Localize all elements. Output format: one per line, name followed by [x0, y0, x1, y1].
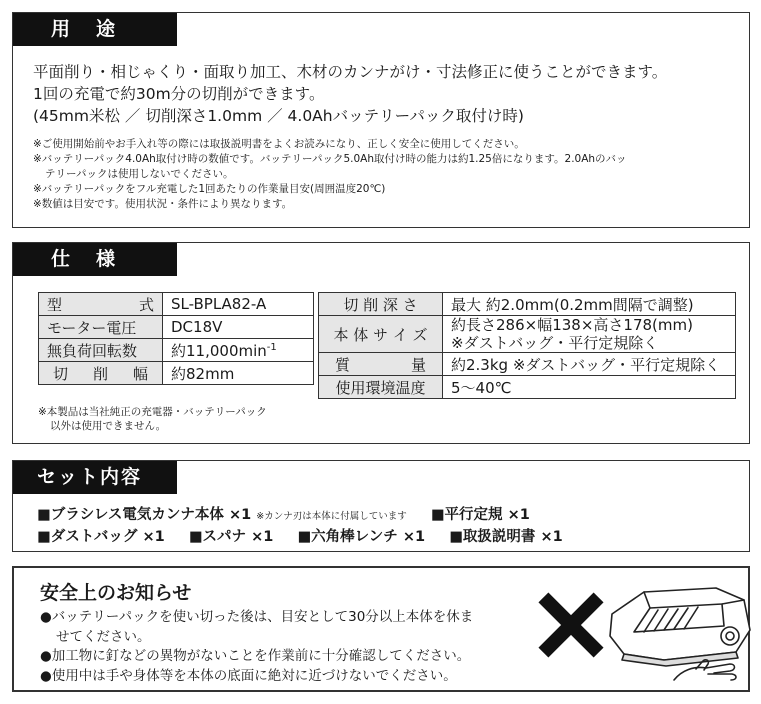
usage-note: テリーパックは使用しないでください。 — [45, 168, 234, 180]
set-line-2 — [37, 525, 563, 546]
table-row — [39, 339, 314, 362]
spec-label: 型 式 — [39, 293, 163, 316]
safety-item: ●加工物に釘などの異物がないことを作業前に十分確認してください。 — [40, 648, 471, 664]
spec-label: 切 削 幅 — [39, 362, 163, 385]
spec-value: DC18V — [163, 316, 314, 339]
spec-label: モーター電圧 — [39, 316, 163, 339]
set-contents-section — [12, 460, 750, 552]
safety-item: ●使用中は手や身体等を本体の底面に絶対に近づけないでください。 — [40, 667, 457, 684]
usage-note: ※バッテリーパックをフル充電した1回あたりの作業量目安(周囲温度20℃) — [33, 183, 386, 195]
spec-value: 最大 約2.0mm(0.2mm間隔で調整) — [443, 293, 736, 316]
set-item: ■六角棒レンチ ×1 — [297, 529, 426, 545]
spec-label: 使用環境温度 — [319, 376, 443, 399]
usage-section — [12, 12, 750, 228]
usage-line: 1回の充電で約30m分の切削ができます。 — [33, 85, 325, 103]
usage-notes — [33, 137, 733, 212]
set-line-1 — [37, 503, 530, 524]
planer-hand-illustration — [604, 574, 754, 682]
usage-line: (45mm米松 ／ 切削深さ1.0mm ／ 4.0Ahバッテリーパック取付け時) — [33, 107, 524, 125]
spec-value: 約長さ286×幅138×高さ178(mm) ※ダストバッグ・平行定規除く — [443, 316, 736, 353]
usage-description — [33, 61, 667, 127]
usage-note: ※ご使用開始前やお手入れ等の際には取扱説明書をよくお読みになり、正しく安全に使用してください。 — [33, 138, 525, 150]
prohibition-cross-icon — [536, 590, 606, 660]
table-row — [319, 316, 736, 353]
spec-section — [12, 242, 750, 444]
table-row — [39, 316, 314, 339]
set-item: ■平行定規 ×1 — [430, 507, 530, 523]
usage-note: ※数値は目安です。使用状況・条件により異なります。 — [33, 198, 293, 210]
usage-line: 平面削り・相じゃくり・面取り加工、木材のカンナがけ・寸法修正に使うことができます。 — [33, 63, 668, 81]
safety-item: せてください。 — [56, 628, 151, 645]
safety-list — [40, 608, 540, 686]
safety-item: ●バッテリーパックを使い切った後は、目安として30分以上本体を休ま — [40, 609, 474, 625]
spec-title: 仕様 — [13, 243, 177, 276]
spec-table-left — [38, 292, 314, 385]
usage-title: 用途 — [13, 13, 177, 46]
table-row — [319, 376, 736, 399]
usage-note: ※バッテリーパック4.0Ah取付け時の数値です。バッテリーパック5.0Ah取付け時の能力は約1.25倍になります。2.0Ahのバッ — [33, 153, 627, 165]
table-row — [39, 362, 314, 385]
set-title: セット内容 — [13, 461, 177, 494]
safety-title: 安全上のお知らせ — [40, 582, 192, 604]
table-row — [319, 293, 736, 316]
spec-table-right — [318, 292, 736, 399]
spec-label: 切 削 深 さ — [319, 293, 443, 316]
set-item: ■スパナ ×1 — [188, 529, 274, 545]
spec-value: 5～40℃ — [443, 376, 736, 399]
spec-label: 質 量 — [319, 353, 443, 376]
set-item-note: ※カンナ刃は本体に付属しています — [256, 511, 407, 522]
spec-value: 約82mm — [163, 362, 314, 385]
set-item: ■取扱説明書 ×1 — [449, 529, 563, 545]
spec-value: SL-BPLA82-A — [163, 293, 314, 316]
set-item: ■ブラシレス電気カンナ本体 ×1 — [37, 507, 252, 523]
spec-value: 約2.3kg ※ダストバッグ・平行定規除く — [443, 353, 736, 376]
spec-label: 本 体 サ イ ズ — [319, 316, 443, 353]
table-row — [39, 293, 314, 316]
table-row — [319, 353, 736, 376]
spec-value: 約$11,000\min^{-1}$ — [163, 339, 314, 362]
spec-label: 無負荷回転数 — [39, 339, 163, 362]
spec-note: ※本製品は当社純正の充電器・バッテリーパック 以外は使用できません。 — [38, 406, 267, 432]
set-item: ■ダストバッグ ×1 — [37, 529, 165, 545]
safety-section — [12, 566, 750, 692]
